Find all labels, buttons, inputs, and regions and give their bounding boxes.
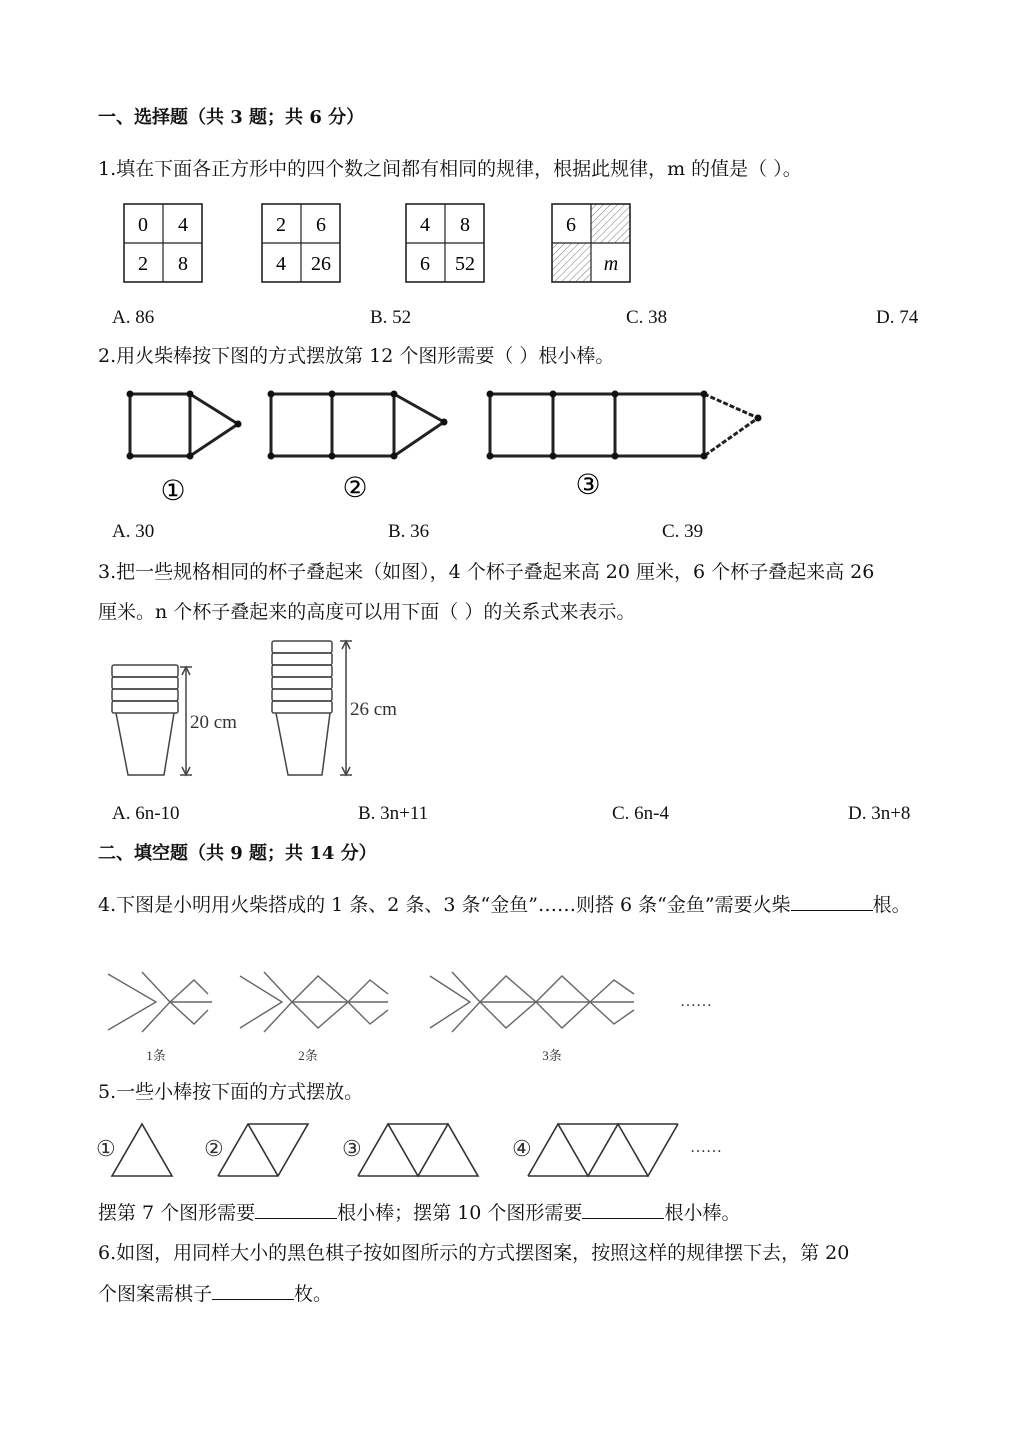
q5-label-1: ①	[96, 1136, 116, 1161]
q1-square-1-br: 8	[178, 253, 188, 275]
q1-square-2-tl: 2	[276, 214, 286, 236]
q5-label-4: ④	[512, 1136, 532, 1161]
q3-option-d[interactable]: D. 3n+8	[848, 803, 911, 824]
q1-square-4	[552, 204, 630, 282]
q3-height-label-20: 20 cm	[190, 712, 237, 733]
q4-stem-text: 4.下图是小明用火柴搭成的 1 条、2 条、3 条“金鱼”……则搭 6 条“金鱼”需要火柴	[98, 894, 791, 916]
q1-number-squares-figure	[118, 198, 658, 288]
q5-answer-text-3: 根小棒。	[664, 1202, 741, 1224]
q5-label-3: ③	[342, 1136, 362, 1161]
q4-ellipsis: ……	[680, 993, 712, 1010]
question-5-stem: 5.一些小棒按下面的方式摆放。	[98, 1081, 364, 1103]
q1-square-1	[124, 204, 202, 282]
q6-stem-text: 个图案需棋子	[98, 1283, 213, 1305]
q1-square-1-bl: 2	[138, 253, 148, 275]
q1-square-1-tl: 0	[138, 214, 148, 236]
question-2-stem: 2.用火柴棒按下图的方式摆放第 12 个图形需要（ ）根小棒。	[98, 345, 615, 367]
question-3-stem-line-2: 厘米。n 个杯子叠起来的高度可以用下面（ ）的关系式来表示。	[98, 601, 636, 623]
q4-label-1: 1条	[146, 1048, 166, 1063]
q4-label-3: 3条	[542, 1048, 562, 1063]
q5-answer-blank-2[interactable]	[582, 1200, 664, 1219]
q5-triangles-figure	[96, 1120, 746, 1182]
q5-label-2: ②	[204, 1136, 224, 1161]
question-3-stem-line-1: 3.把一些规格相同的杯子叠起来（如图），4 个杯子叠起来高 20 厘米，6 个杯子叠起来高 26	[98, 561, 875, 583]
section-title-fill-in: 二、填空题（共 9 题；共 14 分）	[98, 843, 377, 864]
q5-ellipsis: ……	[690, 1139, 722, 1156]
q3-height-label-26: 26 cm	[350, 699, 397, 720]
q1-option-d[interactable]: D. 74	[876, 307, 919, 328]
q1-square-4-tl: 6	[566, 214, 576, 236]
q1-square-4-br: m	[603, 253, 619, 275]
q1-square-2-tr: 6	[316, 214, 326, 236]
q2-option-b[interactable]: B. 36	[388, 521, 430, 542]
q1-square-2	[262, 204, 340, 282]
q1-square-3-tl: 4	[420, 214, 430, 236]
q2-figure-2-label: ②	[342, 473, 368, 504]
q1-square-3-tr: 8	[460, 214, 470, 236]
q2-figure-1-label: ①	[160, 476, 186, 505]
question-6-stem-line-2	[98, 1281, 332, 1306]
q1-square-3-bl: 6	[420, 253, 430, 275]
q4-label-2: 2条	[298, 1048, 318, 1063]
q1-square-2-br: 26	[311, 253, 331, 275]
question-5-answer-line	[98, 1200, 740, 1225]
q4-stem-end: 根。	[872, 894, 911, 916]
q2-figure-3-label: ③	[575, 470, 601, 501]
q5-answer-text-2: 根小棒；摆第 10 个图形需要	[337, 1202, 583, 1224]
q5-answer-blank-1[interactable]	[255, 1200, 337, 1219]
q1-square-4-shaded-tr	[591, 204, 630, 243]
question-6-stem-line-1: 6.如图，用同样大小的黑色棋子按如图所示的方式摆图案，按照这样的规律摆下去，第 20	[98, 1242, 850, 1264]
q1-option-b[interactable]: B. 52	[370, 307, 412, 328]
q1-square-3-br: 52	[455, 253, 475, 275]
q2-option-a[interactable]: A. 30	[112, 521, 155, 542]
q3-option-c[interactable]: C. 6n-4	[612, 803, 669, 824]
q1-square-4-shaded-bl	[552, 243, 591, 282]
q4-answer-blank[interactable]	[791, 892, 873, 911]
q6-stem-end: 枚。	[294, 1283, 333, 1305]
q4-goldfish-figure	[104, 962, 744, 1067]
question-4-stem	[98, 892, 911, 917]
q3-option-b[interactable]: B. 3n+11	[358, 803, 429, 824]
q1-square-3	[406, 204, 484, 282]
section-title-choice: 一、选择题（共 3 题；共 6 分）	[98, 107, 365, 128]
q1-option-c[interactable]: C. 38	[626, 307, 668, 328]
q2-option-c[interactable]: C. 39	[662, 521, 704, 542]
q6-answer-blank[interactable]	[212, 1281, 294, 1300]
question-1-stem: 1.填在下面各正方形中的四个数之间都有相同的规律，根据此规律，m 的值是（ ）。	[98, 158, 802, 180]
q3-option-a[interactable]: A. 6n-10	[112, 803, 180, 824]
q5-answer-text-1: 摆第 7 个图形需要	[98, 1202, 256, 1224]
q1-square-2-bl: 4	[276, 253, 286, 275]
q1-option-a[interactable]: A. 86	[112, 307, 155, 328]
q3-stacked-cups-figure	[100, 635, 420, 785]
q2-matchstick-figure	[118, 380, 778, 505]
q1-square-1-tr: 4	[178, 214, 188, 236]
